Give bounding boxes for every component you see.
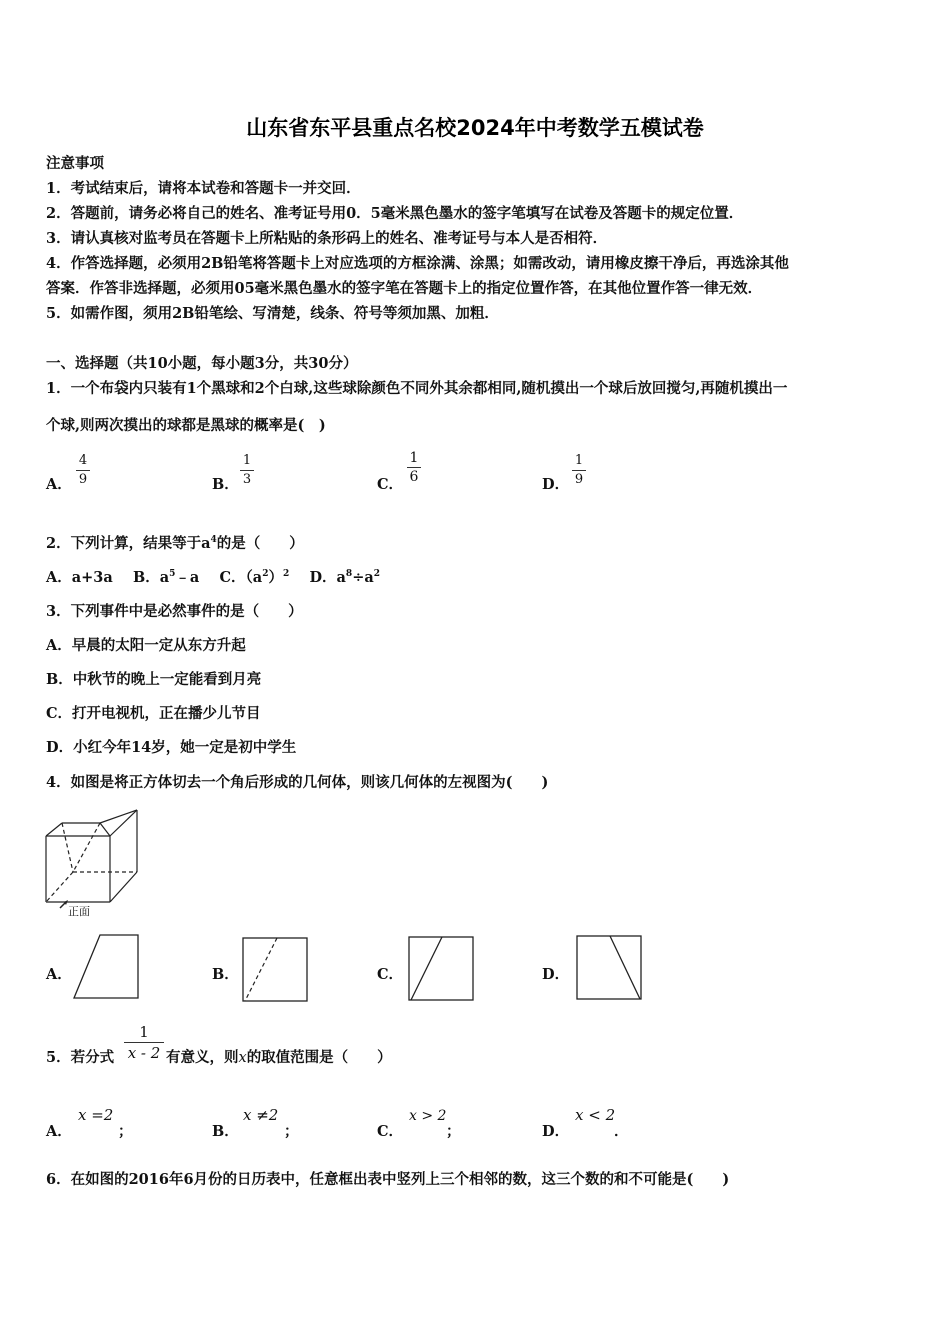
numerator: 1 <box>139 1023 149 1041</box>
q5-option-a-end: ； <box>118 1123 133 1140</box>
q2-stem-exponent: 4 <box>210 535 217 546</box>
q1-option-d-fraction <box>572 453 586 488</box>
q4-option-d-label: D． <box>542 966 570 983</box>
q4-option-c-label: C． <box>377 966 404 983</box>
notice-item-2: 2．答题前，请务必将自己的姓名、准考证号用0．5毫米黑色墨水的签字笔填写在试卷及答题卡的规定位置． <box>46 205 744 222</box>
q2-stem-b: 的是（ ） <box>216 535 304 552</box>
numerator: 1 <box>242 453 252 468</box>
q5-option-a-label: A． <box>46 1123 72 1140</box>
q3-option-a: A．早晨的太阳一定从东方升起 <box>46 637 246 654</box>
q1-option-b-fraction <box>240 453 254 488</box>
q5-stem-b <box>166 1046 392 1067</box>
denominator: 9 <box>574 472 584 487</box>
q3-option-b: B．中秋节的晚上一定能看到月亮 <box>46 671 262 688</box>
q2-options <box>46 566 380 587</box>
page-title: 山东省东平县重点名校2024年中考数学五模试卷 <box>246 116 704 140</box>
denominator: 3 <box>242 472 252 487</box>
q5-option-d-label: D． <box>542 1123 570 1140</box>
q5-option-b-label: B． <box>212 1123 239 1140</box>
q2-stem-a: 2．下列计算，结果等于a <box>46 535 211 552</box>
notice-heading: 注意事项 <box>46 155 104 172</box>
notice-item-4: 4．作答选择题，必须用2B铅笔将答题卡上对应选项的方框涂满、涂黑；如需改动，请用橡皮擦干净后，再选涂其他 <box>46 255 789 272</box>
q4-option-b-figure <box>240 936 310 1004</box>
q5-option-c-label: C． <box>377 1123 404 1140</box>
q5-stem-c: 的取值范围是（ ） <box>246 1049 392 1066</box>
q1-option-b-label: B． <box>212 476 239 493</box>
q4-option-b-label: B． <box>212 966 239 983</box>
cube-cut-corner-figure <box>40 805 150 920</box>
q2-option-c-exponent-inner: 2 <box>262 569 269 580</box>
denominator: 9 <box>78 472 88 487</box>
q2-option-c-paren: ） <box>268 569 283 586</box>
q1-stem-line2: 个球,则两次摸出的球都是黑球的概率是( ) <box>46 417 326 434</box>
denominator: x - 2 <box>127 1044 161 1062</box>
q5-option-b-expr: x ≠2 <box>243 1106 279 1124</box>
q5-option-d-end: ． <box>614 1123 629 1140</box>
numerator: 4 <box>78 453 88 468</box>
q2-option-d: D．a <box>309 569 346 586</box>
q1-stem-line1: 1．一个布袋内只装有1个黑球和2个白球,这些球除颜色不同外其余都相同,随机摸出一个球后放回搅匀,再随机摸出一 <box>46 380 788 397</box>
notice-item-1: 1．考试结束后，请将本试卷和答题卡一并交回． <box>46 180 361 197</box>
q2-option-d-divide: ÷a <box>352 569 374 586</box>
q2-option-a: A．a+3a <box>46 569 113 586</box>
q2-stem <box>46 532 304 553</box>
numerator: 1 <box>574 453 584 468</box>
q5-option-b-end: ； <box>284 1123 299 1140</box>
q2-option-c-exponent-outer: 2 <box>282 569 290 580</box>
q1-option-a-label: A． <box>46 476 72 493</box>
q5-option-a-expr: x =2 <box>78 1106 114 1124</box>
notice-item-3: 3．请认真核对监考员在答题卡上所粘贴的条形码上的姓名、准考证号与本人是否相符． <box>46 230 608 247</box>
q6-stem: 6．在如图的2016年6月份的日历表中，任意框出表中竖列上三个相邻的数，这三个数的和不可能是( ) <box>46 1171 730 1188</box>
q3-option-d: D．小红今年14岁，她一定是初中学生 <box>46 739 297 756</box>
q2-option-d-exponent-1: 8 <box>345 569 353 580</box>
q4-option-a-figure <box>72 933 142 1001</box>
q1-option-d-label: D． <box>542 476 570 493</box>
q1-option-a-fraction <box>76 453 90 488</box>
denominator: 6 <box>409 469 419 485</box>
q2-option-b-exponent: 5 <box>169 569 176 580</box>
q2-option-d-exponent-2: 2 <box>373 569 380 580</box>
q2-option-c: C．（a <box>219 569 263 586</box>
q5-option-c-expr: x > 2 <box>409 1108 447 1124</box>
q1-option-c-label: C． <box>377 476 404 493</box>
q2-option-b: B．a <box>132 569 170 586</box>
q5-stem-b-text: 有意义，则 <box>166 1049 239 1066</box>
q4-option-c-figure <box>406 935 476 1003</box>
section-heading: 一、选择题（共10小题，每小题3分，共30分） <box>46 355 358 372</box>
q5-variable: x <box>238 1050 247 1066</box>
notice-item-5: 5．如需作图，须用2B铅笔绘、写清楚，线条、符号等须加黑、加粗． <box>46 305 499 322</box>
q5-option-c-end: ； <box>446 1123 461 1140</box>
q3-stem: 3．下列事件中是必然事件的是（ ） <box>46 603 303 620</box>
q1-option-c-fraction <box>407 450 421 485</box>
notice-item-4-cont: 答案．作答非选择题，必须用05毫米黑色墨水的签字笔在答题卡上的指定位置作答，在其他位置作答一律无效． <box>46 280 763 297</box>
q5-fraction <box>124 1023 164 1062</box>
front-label: 正面 <box>68 905 90 918</box>
q5-stem-a: 5．若分式 <box>46 1049 115 1066</box>
q4-stem: 4．如图是将正方体切去一个角后形成的几何体，则该几何体的左视图为( ) <box>46 774 549 791</box>
q5-option-d-expr: x < 2 <box>575 1106 616 1124</box>
q4-option-a-label: A． <box>46 966 72 983</box>
q4-option-d-figure <box>574 934 644 1002</box>
numerator: 1 <box>409 450 419 466</box>
q3-option-c: C．打开电视机，正在播少儿节目 <box>46 705 261 722</box>
q2-option-b-tail: ﹣a <box>175 569 200 586</box>
